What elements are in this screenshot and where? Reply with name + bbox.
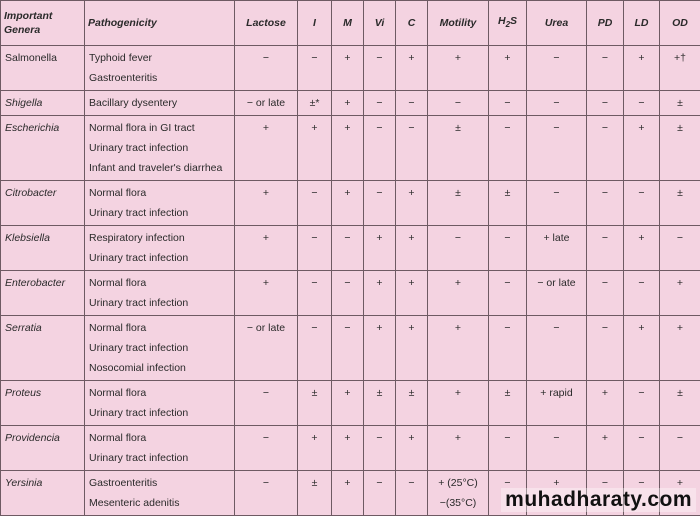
table-row xyxy=(1,381,700,426)
pathogenicity-line: Normal flora xyxy=(89,318,230,338)
c-cell: − xyxy=(396,116,428,181)
watermark-text: muhadharaty.com xyxy=(501,488,696,512)
pd-cell: − xyxy=(587,181,624,226)
i-cell: + xyxy=(298,116,332,181)
h2s-cell: − xyxy=(489,226,527,271)
ld-cell: + xyxy=(624,116,660,181)
pd-cell: + xyxy=(587,381,624,426)
genus-cell: Salmonella xyxy=(1,46,85,91)
h2s-cell: + xyxy=(489,46,527,91)
vi-cell: − xyxy=(364,426,396,471)
vi-cell: − xyxy=(364,471,396,516)
i-cell: − xyxy=(298,316,332,381)
urea-cell: − xyxy=(527,181,587,226)
pathogenicity-cell xyxy=(85,226,235,271)
pathogenicity-line: Urinary tract infection xyxy=(89,403,230,423)
i-cell: − xyxy=(298,226,332,271)
ld-cell: + xyxy=(624,46,660,91)
urea-cell: + rapid xyxy=(527,381,587,426)
h2s-cell: ± xyxy=(489,381,527,426)
m-cell: + xyxy=(332,91,364,116)
genus-cell: Providencia xyxy=(1,426,85,471)
pathogenicity-cell xyxy=(85,271,235,316)
pathogenicity-cell xyxy=(85,381,235,426)
urea-cell: + late xyxy=(527,226,587,271)
c-cell: + xyxy=(396,226,428,271)
vi-cell: − xyxy=(364,46,396,91)
m-cell: + xyxy=(332,181,364,226)
header-i: I xyxy=(298,1,332,46)
pd-cell: − xyxy=(587,226,624,271)
motility-cell: ± xyxy=(428,116,489,181)
pd-cell: − xyxy=(587,316,624,381)
lactose-cell: − or late xyxy=(235,91,298,116)
genus-cell: Escherichia xyxy=(1,116,85,181)
motility-cell: + xyxy=(428,316,489,381)
pathogenicity-line: Normal flora xyxy=(89,428,230,448)
pathogenicity-line: Normal flora xyxy=(89,183,230,203)
motility-cell: + xyxy=(428,426,489,471)
pathogenicity-cell xyxy=(85,46,235,91)
pathogenicity-line: Urinary tract infection xyxy=(89,248,230,268)
motility-cell: ± xyxy=(428,181,489,226)
lactose-cell: − xyxy=(235,426,298,471)
i-cell: − xyxy=(298,271,332,316)
vi-cell: ± xyxy=(364,381,396,426)
m-cell: + xyxy=(332,471,364,516)
pathogenicity-cell xyxy=(85,316,235,381)
urea-cell: − xyxy=(527,46,587,91)
urea-cell: − xyxy=(527,91,587,116)
ld-cell: − xyxy=(624,271,660,316)
pathogenicity-line: Normal flora in GI tract xyxy=(89,118,230,138)
od-cell: − xyxy=(660,226,700,271)
pd-cell: − xyxy=(587,116,624,181)
genus-cell: Proteus xyxy=(1,381,85,426)
table-row xyxy=(1,116,700,181)
m-cell: + xyxy=(332,116,364,181)
table-row xyxy=(1,316,700,381)
table-body xyxy=(1,46,700,516)
motility-cell: − xyxy=(428,91,489,116)
vi-cell: + xyxy=(364,271,396,316)
od-cell: + xyxy=(660,271,700,316)
lactose-cell: − xyxy=(235,471,298,516)
header-c: C xyxy=(396,1,428,46)
urea-cell: − xyxy=(527,426,587,471)
c-cell: + xyxy=(396,316,428,381)
pathogenicity-line: Urinary tract infection xyxy=(89,293,230,313)
od-cell: +† xyxy=(660,46,700,91)
h2s-cell: − xyxy=(489,271,527,316)
pd-cell: + xyxy=(587,426,624,471)
header-m: M xyxy=(332,1,364,46)
genus-cell: Citrobacter xyxy=(1,181,85,226)
i-cell: ±* xyxy=(298,91,332,116)
pathogenicity-line: Normal flora xyxy=(89,273,230,293)
motility-cell: + xyxy=(428,381,489,426)
ld-cell: − xyxy=(624,381,660,426)
header-pd: PD xyxy=(587,1,624,46)
pathogenicity-line: Urinary tract infection xyxy=(89,448,230,468)
table-row xyxy=(1,91,700,116)
vi-cell: + xyxy=(364,316,396,381)
header-pathogenicity: Pathogenicity xyxy=(85,1,235,46)
pathogenicity-line: Nosocomial infection xyxy=(89,358,230,378)
header-ld: LD xyxy=(624,1,660,46)
h2s-cell: − xyxy=(489,91,527,116)
header-genera: Important Genera xyxy=(1,1,85,46)
pathogenicity-line: Gastroenteritis xyxy=(89,473,230,493)
pd-cell: − xyxy=(587,271,624,316)
lactose-cell: − or late xyxy=(235,316,298,381)
m-cell: + xyxy=(332,46,364,91)
h2s-cell: − xyxy=(489,116,527,181)
pathogenicity-line: Urinary tract infection xyxy=(89,138,230,158)
od-cell: − xyxy=(660,426,700,471)
i-cell: ± xyxy=(298,381,332,426)
c-cell: − xyxy=(396,471,428,516)
od-cell: ± xyxy=(660,381,700,426)
od-cell: + xyxy=(660,316,700,381)
m-cell: − xyxy=(332,316,364,381)
c-cell: + xyxy=(396,426,428,471)
urea-cell: − or late xyxy=(527,271,587,316)
od-cell: ± xyxy=(660,91,700,116)
header-motility: Motility xyxy=(428,1,489,46)
header-vi: Vi xyxy=(364,1,396,46)
c-cell: + xyxy=(396,46,428,91)
pathogenicity-line: Respiratory infection xyxy=(89,228,230,248)
pathogenicity-cell xyxy=(85,471,235,516)
ld-cell: − xyxy=(624,426,660,471)
i-cell: + xyxy=(298,426,332,471)
vi-cell: + xyxy=(364,226,396,271)
pathogenicity-line: Bacillary dysentery xyxy=(89,93,230,113)
table-row xyxy=(1,271,700,316)
lactose-cell: + xyxy=(235,116,298,181)
pathogenicity-line: Urinary tract infection xyxy=(89,203,230,223)
table-row xyxy=(1,46,700,91)
h2s-cell: − xyxy=(489,471,527,516)
pathogenicity-line: Normal flora xyxy=(89,383,230,403)
lactose-cell: + xyxy=(235,271,298,316)
c-cell: + xyxy=(396,271,428,316)
c-cell: + xyxy=(396,181,428,226)
pd-cell: − xyxy=(587,46,624,91)
pathogenicity-cell xyxy=(85,91,235,116)
ld-cell: − xyxy=(624,181,660,226)
m-cell: + xyxy=(332,426,364,471)
pathogenicity-line: Infant and traveler's diarrhea xyxy=(89,158,230,178)
od-cell: + xyxy=(660,471,700,516)
lactose-cell: + xyxy=(235,181,298,226)
header-row xyxy=(1,1,700,46)
ld-cell: + xyxy=(624,226,660,271)
pd-cell: − xyxy=(587,471,624,516)
header-lactose: Lactose xyxy=(235,1,298,46)
ld-cell: − xyxy=(624,91,660,116)
m-cell: + xyxy=(332,381,364,426)
h2s-cell: − xyxy=(489,426,527,471)
urea-cell: − xyxy=(527,316,587,381)
pathogenicity-line: Typhoid fever xyxy=(89,48,230,68)
pathogenicity-cell xyxy=(85,116,235,181)
ld-cell: + xyxy=(624,316,660,381)
header-h2s: $H_2S$ xyxy=(489,1,527,46)
table-row xyxy=(1,426,700,471)
pathogenicity-cell xyxy=(85,426,235,471)
table-row xyxy=(1,181,700,226)
vi-cell: − xyxy=(364,181,396,226)
od-cell: ± xyxy=(660,181,700,226)
vi-cell: − xyxy=(364,116,396,181)
table-row xyxy=(1,226,700,271)
genus-cell: Serratia xyxy=(1,316,85,381)
motility-cell: + xyxy=(428,271,489,316)
h2s-cell: ± xyxy=(489,181,527,226)
lactose-cell: − xyxy=(235,381,298,426)
motility-cell: + xyxy=(428,46,489,91)
pathogenicity-line: Gastroenteritis xyxy=(89,68,230,88)
urea-cell: − xyxy=(527,116,587,181)
c-cell: ± xyxy=(396,381,428,426)
header-urea: Urea xyxy=(527,1,587,46)
genus-cell: Enterobacter xyxy=(1,271,85,316)
lactose-cell: + xyxy=(235,226,298,271)
genus-cell: Klebsiella xyxy=(1,226,85,271)
od-cell: ± xyxy=(660,116,700,181)
h2s-cell: − xyxy=(489,316,527,381)
lactose-cell: − xyxy=(235,46,298,91)
vi-cell: − xyxy=(364,91,396,116)
genus-cell: Yersinia xyxy=(1,471,85,516)
i-cell: − xyxy=(298,46,332,91)
m-cell: − xyxy=(332,271,364,316)
urea-cell: + xyxy=(527,471,587,516)
c-cell: − xyxy=(396,91,428,116)
ld-cell: − xyxy=(624,471,660,516)
pathogenicity-cell xyxy=(85,181,235,226)
m-cell: − xyxy=(332,226,364,271)
pathogenicity-line: Urinary tract infection xyxy=(89,338,230,358)
header-od: OD xyxy=(660,1,700,46)
motility-cell: − xyxy=(428,226,489,271)
pathogenicity-line: Mesenteric adenitis xyxy=(89,493,230,513)
motility-cell: + (25°C) −(35°C) xyxy=(428,471,489,516)
i-cell: ± xyxy=(298,471,332,516)
genus-cell: Shigella xyxy=(1,91,85,116)
pd-cell: − xyxy=(587,91,624,116)
i-cell: − xyxy=(298,181,332,226)
